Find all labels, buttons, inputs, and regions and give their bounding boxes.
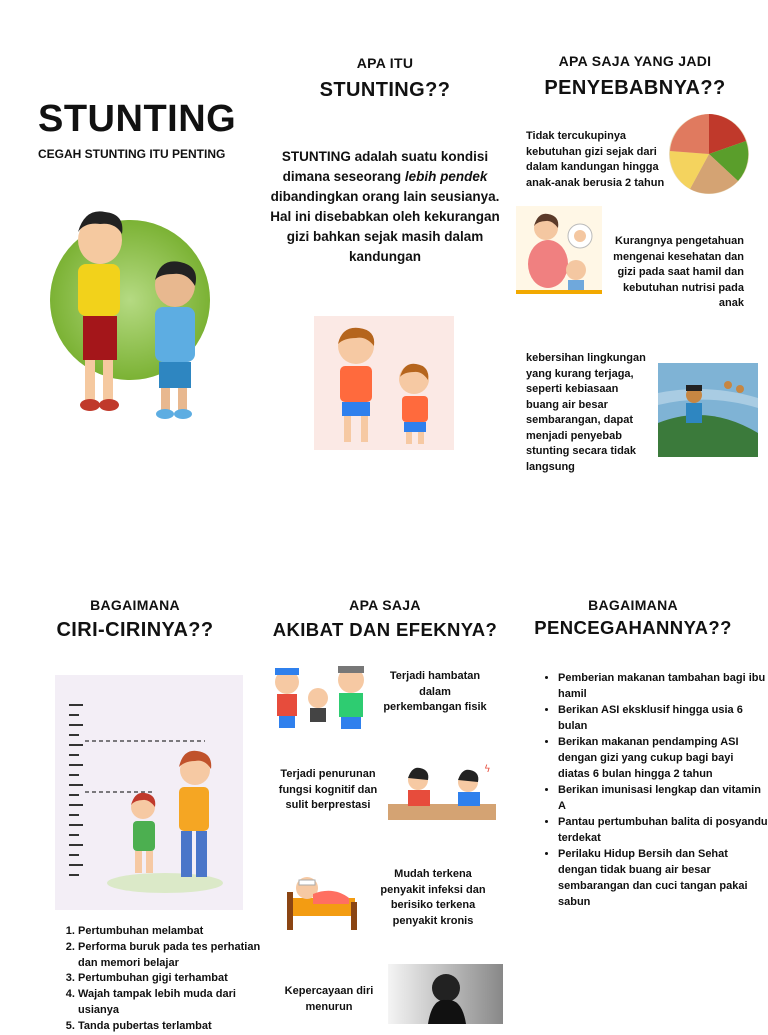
stunting-definition <box>270 147 500 267</box>
list-item: 3. Pertumbuhan gigi terhambat <box>78 971 268 987</box>
cause-2-text: Kurangnya pengetahuan mengenai kesehatan dan gizi pada saat hamil dan kebutuhan nutrisi pada anak <box>613 235 744 309</box>
effect-2-text: Terjadi penurunan fungsi kognitif dan sulit berprestasi <box>278 768 378 811</box>
height-comparison-illustration <box>314 316 454 450</box>
list-item: • Berikan imunisasi lengkap dan vitamin A <box>558 783 768 815</box>
students-studying-image <box>388 758 496 820</box>
section-subheading-characteristics: BAGAIMANA <box>90 597 180 613</box>
effect-1-text: Terjadi hambatan dalam perkembangan fisik <box>383 670 487 713</box>
definition-text-2: dibandingkan orang lain seusianya. Hal ini disebabkan oleh kekurangan gizi bahkan sejak masih dalam kandungan <box>270 189 500 264</box>
list-item: • Berikan ASI eksklusif hingga usia 6 bulan <box>558 703 768 735</box>
section-heading-causes: PENYEBABNYA?? <box>544 77 726 99</box>
two-boys-illustration <box>45 200 225 432</box>
river-sanitation-image <box>658 363 758 457</box>
list-item: 2. Performa buruk pada tes perhatian dan memori belajar <box>78 940 268 972</box>
food-plate-image <box>668 113 750 195</box>
cause-1-text: Tidak tercukupinya kebutuhan gizi sejak dari dalam kandungan hingga anak-anak berusia 2 tahun <box>526 130 665 189</box>
section-subheading-causes: APA SAJA YANG JADI <box>558 53 712 69</box>
children-heights-image <box>265 660 371 730</box>
section-heading-effects: AKIBAT DAN EFEKNYA? <box>272 619 498 640</box>
list-item: • Pemberian makanan tambahan bagi ibu hamil <box>558 671 768 703</box>
section-subheading-effects: APA SAJA <box>349 597 421 613</box>
definition-term: STUNTING <box>281 149 351 164</box>
section-subheading-what-is: APA ITU <box>356 55 414 71</box>
section-heading-prevention: PENCEGAHANNYA?? <box>534 617 732 638</box>
list-item: • Berikan makanan pendamping ASI dengan gizi yang cukup bagi bayi diatas 6 bulan hingga 2 tahun <box>558 735 768 782</box>
pregnant-mother-image <box>516 206 602 294</box>
sick-child-bed-image <box>283 858 361 934</box>
sad-person-image <box>388 964 503 1024</box>
growth-chart-illustration <box>55 675 243 910</box>
svg-text:ϟ: ϟ <box>484 764 491 775</box>
effect-4-text: Kepercayaan diri menurun <box>284 985 374 1013</box>
page-title: STUNTING <box>38 98 237 140</box>
list-item: • Perilaku Hidup Bersih dan Sehat dengan tidak buang air besar sembarangan dan cuci tangan pakai sabun <box>558 847 768 910</box>
prevention-list <box>540 671 768 911</box>
list-item: • Pantau pertumbuhan balita di posyandu terdekat <box>558 815 768 847</box>
section-subheading-prevention: BAGAIMANA <box>588 597 678 613</box>
definition-emphasis: lebih pendek <box>404 169 488 184</box>
page-subtitle: CEGAH STUNTING ITU PENTING <box>38 147 226 161</box>
list-item: 4. Wajah tampak lebih muda dari usianya <box>78 987 268 1019</box>
definition-text-1: adalah suatu kondisi dimana seseorang <box>282 149 489 184</box>
section-heading-characteristics: CIRI-CIRINYA?? <box>56 619 214 641</box>
effect-3-text: Mudah terkena penyakit infeksi dan berisiko terkena penyakit kronis <box>380 868 486 927</box>
list-item: 1. Pertumbuhan melambat <box>78 924 268 940</box>
characteristics-list <box>60 924 268 1035</box>
list-item: 5. Tanda pubertas terlambat <box>78 1019 268 1035</box>
cause-3-text: kebersihan lingkungan yang kurang terjaga, seperti kebiasaan buang air besar sembarangan, dapat menjadi penyebab stunting secara tidak langsung <box>526 352 646 473</box>
section-heading-stunting: STUNTING?? <box>319 79 451 101</box>
